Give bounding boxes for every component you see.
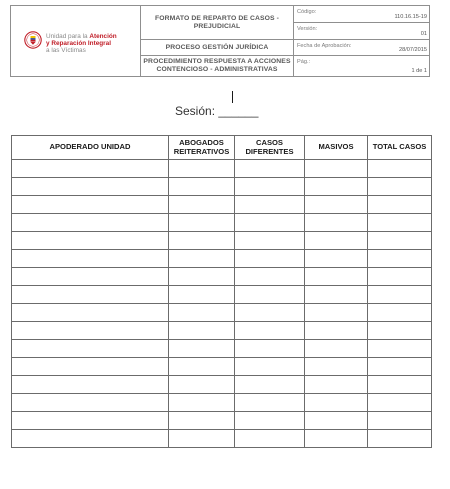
table-cell[interactable] [368,268,432,286]
logo-wordmark [46,33,138,55]
table-row [12,340,432,358]
table-cell[interactable] [12,430,169,448]
table-row [12,286,432,304]
table-cell[interactable] [12,376,169,394]
version-label: Versión: [297,26,318,32]
table-cell[interactable] [169,178,235,196]
table-row [12,376,432,394]
table-cell[interactable] [305,250,368,268]
table-cell[interactable] [12,412,169,430]
session-field[interactable]: Sesión: ______ [175,104,259,118]
column-header: APODERADO UNIDAD [12,136,169,160]
table-cell[interactable] [235,394,305,412]
table-cell[interactable] [235,160,305,178]
table-cell[interactable] [368,196,432,214]
table-cell[interactable] [368,178,432,196]
code-cell [294,6,430,22]
table-row [12,250,432,268]
table-cell[interactable] [235,250,305,268]
date-cell [294,40,430,55]
case-distribution-table [11,135,432,448]
table-cell[interactable] [12,178,169,196]
table-cell[interactable] [12,358,169,376]
code-value: 110.16.15-19 [394,14,427,20]
table-cell[interactable] [169,286,235,304]
logo-line1-grey: Unidad para la [46,33,90,40]
table-row [12,160,432,178]
table-cell[interactable] [12,322,169,340]
table-cell[interactable] [368,412,432,430]
table-cell[interactable] [305,340,368,358]
table-cell[interactable] [305,268,368,286]
table-cell[interactable] [235,178,305,196]
table-cell[interactable] [368,394,432,412]
table-body [12,160,432,448]
table-cell[interactable] [305,412,368,430]
table-cell[interactable] [12,394,169,412]
table-cell[interactable] [368,340,432,358]
table-cell[interactable] [12,340,169,358]
table-cell[interactable] [305,160,368,178]
table-cell[interactable] [169,412,235,430]
logo-line3: a las Víctimas [46,47,86,55]
table-cell[interactable] [12,214,169,232]
table-cell[interactable] [169,304,235,322]
table-cell[interactable] [12,196,169,214]
table-cell[interactable] [169,376,235,394]
table-cell[interactable] [235,268,305,286]
table-row [12,178,432,196]
table-cell[interactable] [235,340,305,358]
table-cell[interactable] [368,160,432,178]
table-row [12,196,432,214]
column-header: TOTAL CASOS [368,136,432,160]
table-cell[interactable] [305,286,368,304]
table-cell[interactable] [169,322,235,340]
table-cell[interactable] [235,304,305,322]
table-cell[interactable] [169,358,235,376]
table-cell[interactable] [235,232,305,250]
table-row [12,214,432,232]
table-row [12,232,432,250]
table-cell[interactable] [305,178,368,196]
table-header-row [12,136,432,160]
table-cell[interactable] [368,304,432,322]
table-cell[interactable] [12,250,169,268]
table-cell[interactable] [235,358,305,376]
table-cell[interactable] [169,160,235,178]
table-row [12,394,432,412]
table-cell[interactable] [169,340,235,358]
column-header: CASOS DIFERENTES [235,136,305,160]
text-cursor [232,91,233,103]
column-header: ABOGADOS REITERATIVOS [169,136,235,160]
table-cell[interactable] [368,322,432,340]
logo-line1-red: Atención [89,33,117,40]
document-title: FORMATO DE REPARTO DE CASOS - PREJUDICIAL [155,15,279,30]
table-cell[interactable] [305,322,368,340]
table-cell[interactable] [305,196,368,214]
date-label: Fecha de Aprobación: [297,43,352,49]
version-value: 01 [420,31,427,37]
table-cell[interactable] [12,160,169,178]
table-cell[interactable] [235,376,305,394]
table-cell[interactable] [235,214,305,232]
table-cell[interactable] [235,430,305,448]
table-cell[interactable] [235,196,305,214]
table-row [12,358,432,376]
table-cell[interactable] [12,232,169,250]
table-cell[interactable] [368,430,432,448]
table-cell[interactable] [12,268,169,286]
table-row [12,412,432,430]
procedure-name: PROCEDIMIENTO RESPUESTA A ACCIONES CONTENCIOSO - ADMINISTRATIVAS [143,58,291,73]
table-cell[interactable] [305,430,368,448]
table-row [12,268,432,286]
table-cell[interactable] [169,232,235,250]
table-cell[interactable] [305,376,368,394]
seal-icon [24,31,42,49]
table-row [12,430,432,448]
table-cell[interactable] [169,196,235,214]
table-cell[interactable] [305,304,368,322]
table-cell[interactable] [305,214,368,232]
table-cell[interactable] [305,232,368,250]
version-cell [294,23,430,39]
table-cell[interactable] [368,250,432,268]
table-cell[interactable] [305,394,368,412]
table-cell[interactable] [368,214,432,232]
table-cell[interactable] [368,358,432,376]
table-cell[interactable] [12,286,169,304]
table-cell[interactable] [368,232,432,250]
table-row [12,304,432,322]
table-cell[interactable] [169,250,235,268]
table-cell[interactable] [169,268,235,286]
table-cell[interactable] [235,412,305,430]
table-cell[interactable] [169,394,235,412]
column-header: MASIVOS [305,136,368,160]
table-cell[interactable] [235,286,305,304]
logo-line2: y Reparación Integral [46,40,111,48]
document-header [10,5,430,77]
page-cell [294,56,430,76]
table-cell[interactable] [305,358,368,376]
table-cell[interactable] [169,430,235,448]
code-label: Código: [297,9,317,15]
process-name: PROCESO GESTIÓN JURÍDICA [165,43,269,51]
table-cell[interactable] [368,286,432,304]
table-cell[interactable] [368,376,432,394]
logo [11,6,140,76]
table-cell[interactable] [12,304,169,322]
table-cell[interactable] [235,322,305,340]
table-row [12,322,432,340]
page-value: 1 de 1 [411,68,427,74]
table-cell[interactable] [169,214,235,232]
date-value: 28/07/2015 [399,47,427,53]
page-label: Pág.: [297,59,311,65]
